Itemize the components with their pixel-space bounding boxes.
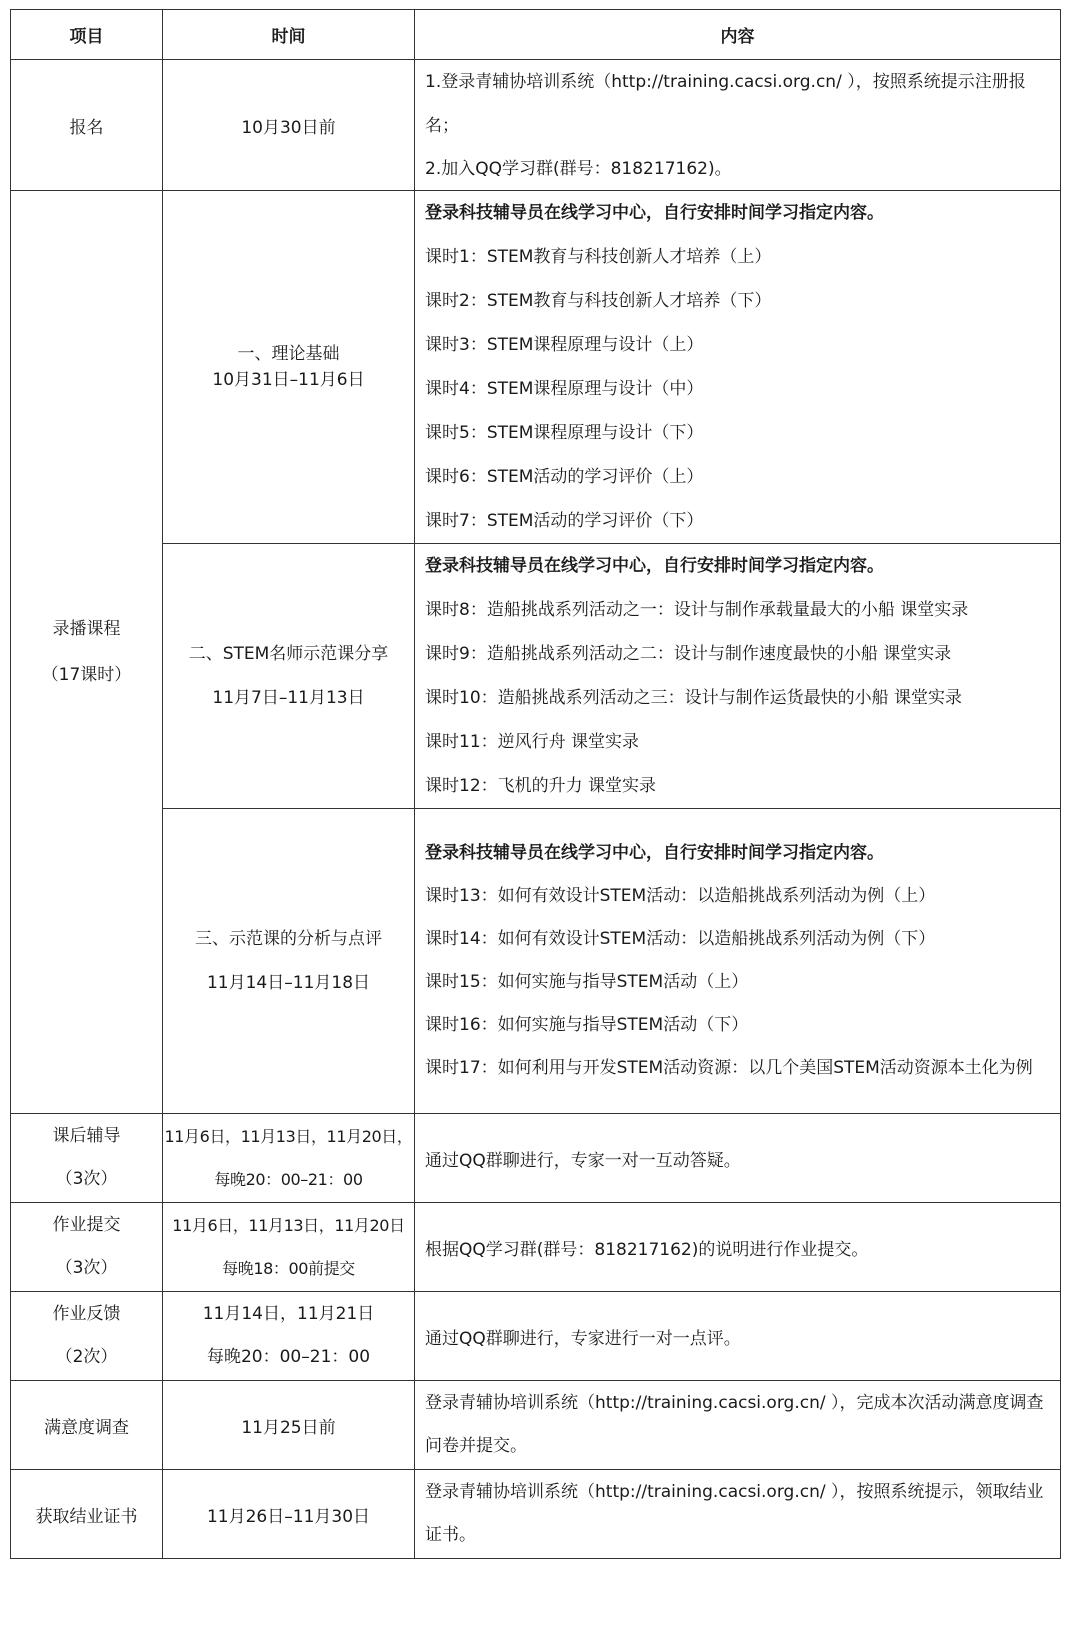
- feedback-dates: 11月14日，11月21日: [202, 1304, 375, 1324]
- recorded-item-title: 录播课程: [52, 619, 121, 639]
- feedback-hours: 每晚20：00–21：00: [206, 1347, 371, 1367]
- tutoring-content: 通过QQ群聊进行，专家一对一互动答疑。: [415, 1114, 1061, 1203]
- registration-content: [415, 60, 1061, 191]
- homework-dates: 11月6日，11月13日，11月20日: [172, 1216, 405, 1235]
- certificate-time: 11月26日–11月30日: [163, 1470, 415, 1559]
- section-time: [163, 191, 415, 544]
- lesson-item: 课时13：如何有效设计STEM活动：以造船挑战系列活动为例（上）: [425, 886, 936, 906]
- survey-time: 11月25日前: [163, 1381, 415, 1470]
- section-title: 三、示范课的分析与点评: [195, 929, 382, 949]
- header-time: 时间: [163, 10, 415, 60]
- registration-time: 10月30日前: [163, 60, 415, 191]
- feedback-item-count: （2次）: [55, 1347, 118, 1367]
- recorded-section-row: [11, 544, 1061, 809]
- survey-row: [11, 1381, 1061, 1470]
- lesson-item: 课时10：造船挑战系列活动之三：设计与制作运货最快的小船 课堂实录: [425, 688, 963, 708]
- feedback-item: [11, 1292, 163, 1381]
- lesson-item: 课时3：STEM课程原理与设计（上）: [425, 335, 704, 355]
- section-intro: 登录科技辅导员在线学习中心，自行安排时间学习指定内容。: [425, 843, 884, 863]
- recorded-item-count: （17课时）: [41, 665, 132, 685]
- lesson-item: 课时5：STEM课程原理与设计（下）: [425, 423, 704, 443]
- tutoring-dates: 11月6日，11月13日，11月20日，: [164, 1127, 413, 1146]
- section-intro: 登录科技辅导员在线学习中心，自行安排时间学习指定内容。: [425, 556, 884, 576]
- lesson-item: 课时2：STEM教育与科技创新人才培养（下）: [425, 291, 772, 311]
- section-title: 二、STEM名师示范课分享: [188, 644, 389, 664]
- recorded-section-row: [11, 191, 1061, 544]
- schedule-table: [10, 9, 1061, 1559]
- lesson-item: 课时7：STEM活动的学习评价（下）: [425, 511, 704, 531]
- lesson-item: 课时16：如何实施与指导STEM活动（下）: [425, 1015, 749, 1035]
- lesson-item: 课时6：STEM活动的学习评价（上）: [425, 467, 704, 487]
- registration-row: [11, 60, 1061, 191]
- lesson-item: 课时8：造船挑战系列活动之一：设计与制作承载量最大的小船 课堂实录: [425, 600, 969, 620]
- lesson-item: 课时4：STEM课程原理与设计（中）: [425, 379, 704, 399]
- lesson-item: 课时12：飞机的升力 课堂实录: [425, 776, 657, 796]
- certificate-row: [11, 1470, 1061, 1559]
- section-time: [163, 544, 415, 809]
- certificate-content: [415, 1470, 1061, 1559]
- tutoring-time: [163, 1114, 415, 1203]
- tutoring-hours: 每晚20：00–21：00: [214, 1170, 363, 1189]
- tutoring-item-title: 课后辅导: [52, 1126, 121, 1146]
- homework-time: [163, 1203, 415, 1292]
- survey-item: 满意度调查: [11, 1381, 163, 1470]
- homework-content: 根据QQ学习群(群号：818217162)的说明进行作业提交。: [415, 1203, 1061, 1292]
- header-row: [11, 10, 1061, 60]
- homework-row: [11, 1203, 1061, 1292]
- lesson-item: 课时11：逆风行舟 课堂实录: [425, 732, 640, 752]
- survey-text: 登录青辅协培训系统（http://training.cacsi.org.cn/ ），完成本次活动满意度调查问卷并提交。: [425, 1393, 1044, 1456]
- section-dates: 11月14日–11月18日: [206, 973, 371, 993]
- section-time: [163, 809, 415, 1114]
- section-dates: 10月31日–11月6日: [212, 370, 365, 390]
- header-item: 项目: [11, 10, 163, 60]
- tutoring-row: [11, 1114, 1061, 1203]
- section-content: [415, 809, 1061, 1114]
- certificate-item: 获取结业证书: [11, 1470, 163, 1559]
- section-intro: 登录科技辅导员在线学习中心，自行安排时间学习指定内容。: [425, 203, 884, 223]
- section-content: [415, 544, 1061, 809]
- section-dates: 11月7日–11月13日: [212, 688, 365, 708]
- tutoring-item-count: （3次）: [55, 1169, 118, 1189]
- header-content: 内容: [415, 10, 1061, 60]
- recorded-item: [11, 191, 163, 1114]
- feedback-time: [163, 1292, 415, 1381]
- homework-item-title: 作业提交: [52, 1215, 121, 1235]
- registration-step-1: 1.登录青辅协培训系统（http://training.cacsi.org.cn/ ），按照系统提示注册报名；: [425, 72, 1026, 136]
- lesson-item: 课时14：如何有效设计STEM活动：以造船挑战系列活动为例（下）: [425, 929, 936, 949]
- feedback-row: [11, 1292, 1061, 1381]
- certificate-text: 登录青辅协培训系统（http://training.cacsi.org.cn/ ），按照系统提示，领取结业证书。: [425, 1482, 1044, 1545]
- lesson-item: 课时9：造船挑战系列活动之二：设计与制作速度最快的小船 课堂实录: [425, 644, 952, 664]
- homework-item: [11, 1203, 163, 1292]
- registration-item: 报名: [11, 60, 163, 191]
- homework-deadline: 每晚18：00前提交: [222, 1259, 355, 1278]
- recorded-section-row: [11, 809, 1061, 1114]
- survey-content: [415, 1381, 1061, 1470]
- homework-item-count: （3次）: [55, 1258, 118, 1278]
- lesson-item: 课时1：STEM教育与科技创新人才培养（上）: [425, 247, 772, 267]
- section-title: 一、理论基础: [237, 344, 340, 364]
- section-content: [415, 191, 1061, 544]
- tutoring-item: [11, 1114, 163, 1203]
- lesson-item: 课时17：如何利用与开发STEM活动资源：以几个美国STEM活动资源本土化为例: [425, 1058, 1033, 1078]
- lesson-item: 课时15：如何实施与指导STEM活动（上）: [425, 972, 749, 992]
- feedback-item-title: 作业反馈: [52, 1304, 121, 1324]
- registration-step-2: 2.加入QQ学习群(群号：818217162)。: [425, 159, 732, 179]
- feedback-content: 通过QQ群聊进行，专家进行一对一点评。: [415, 1292, 1061, 1381]
